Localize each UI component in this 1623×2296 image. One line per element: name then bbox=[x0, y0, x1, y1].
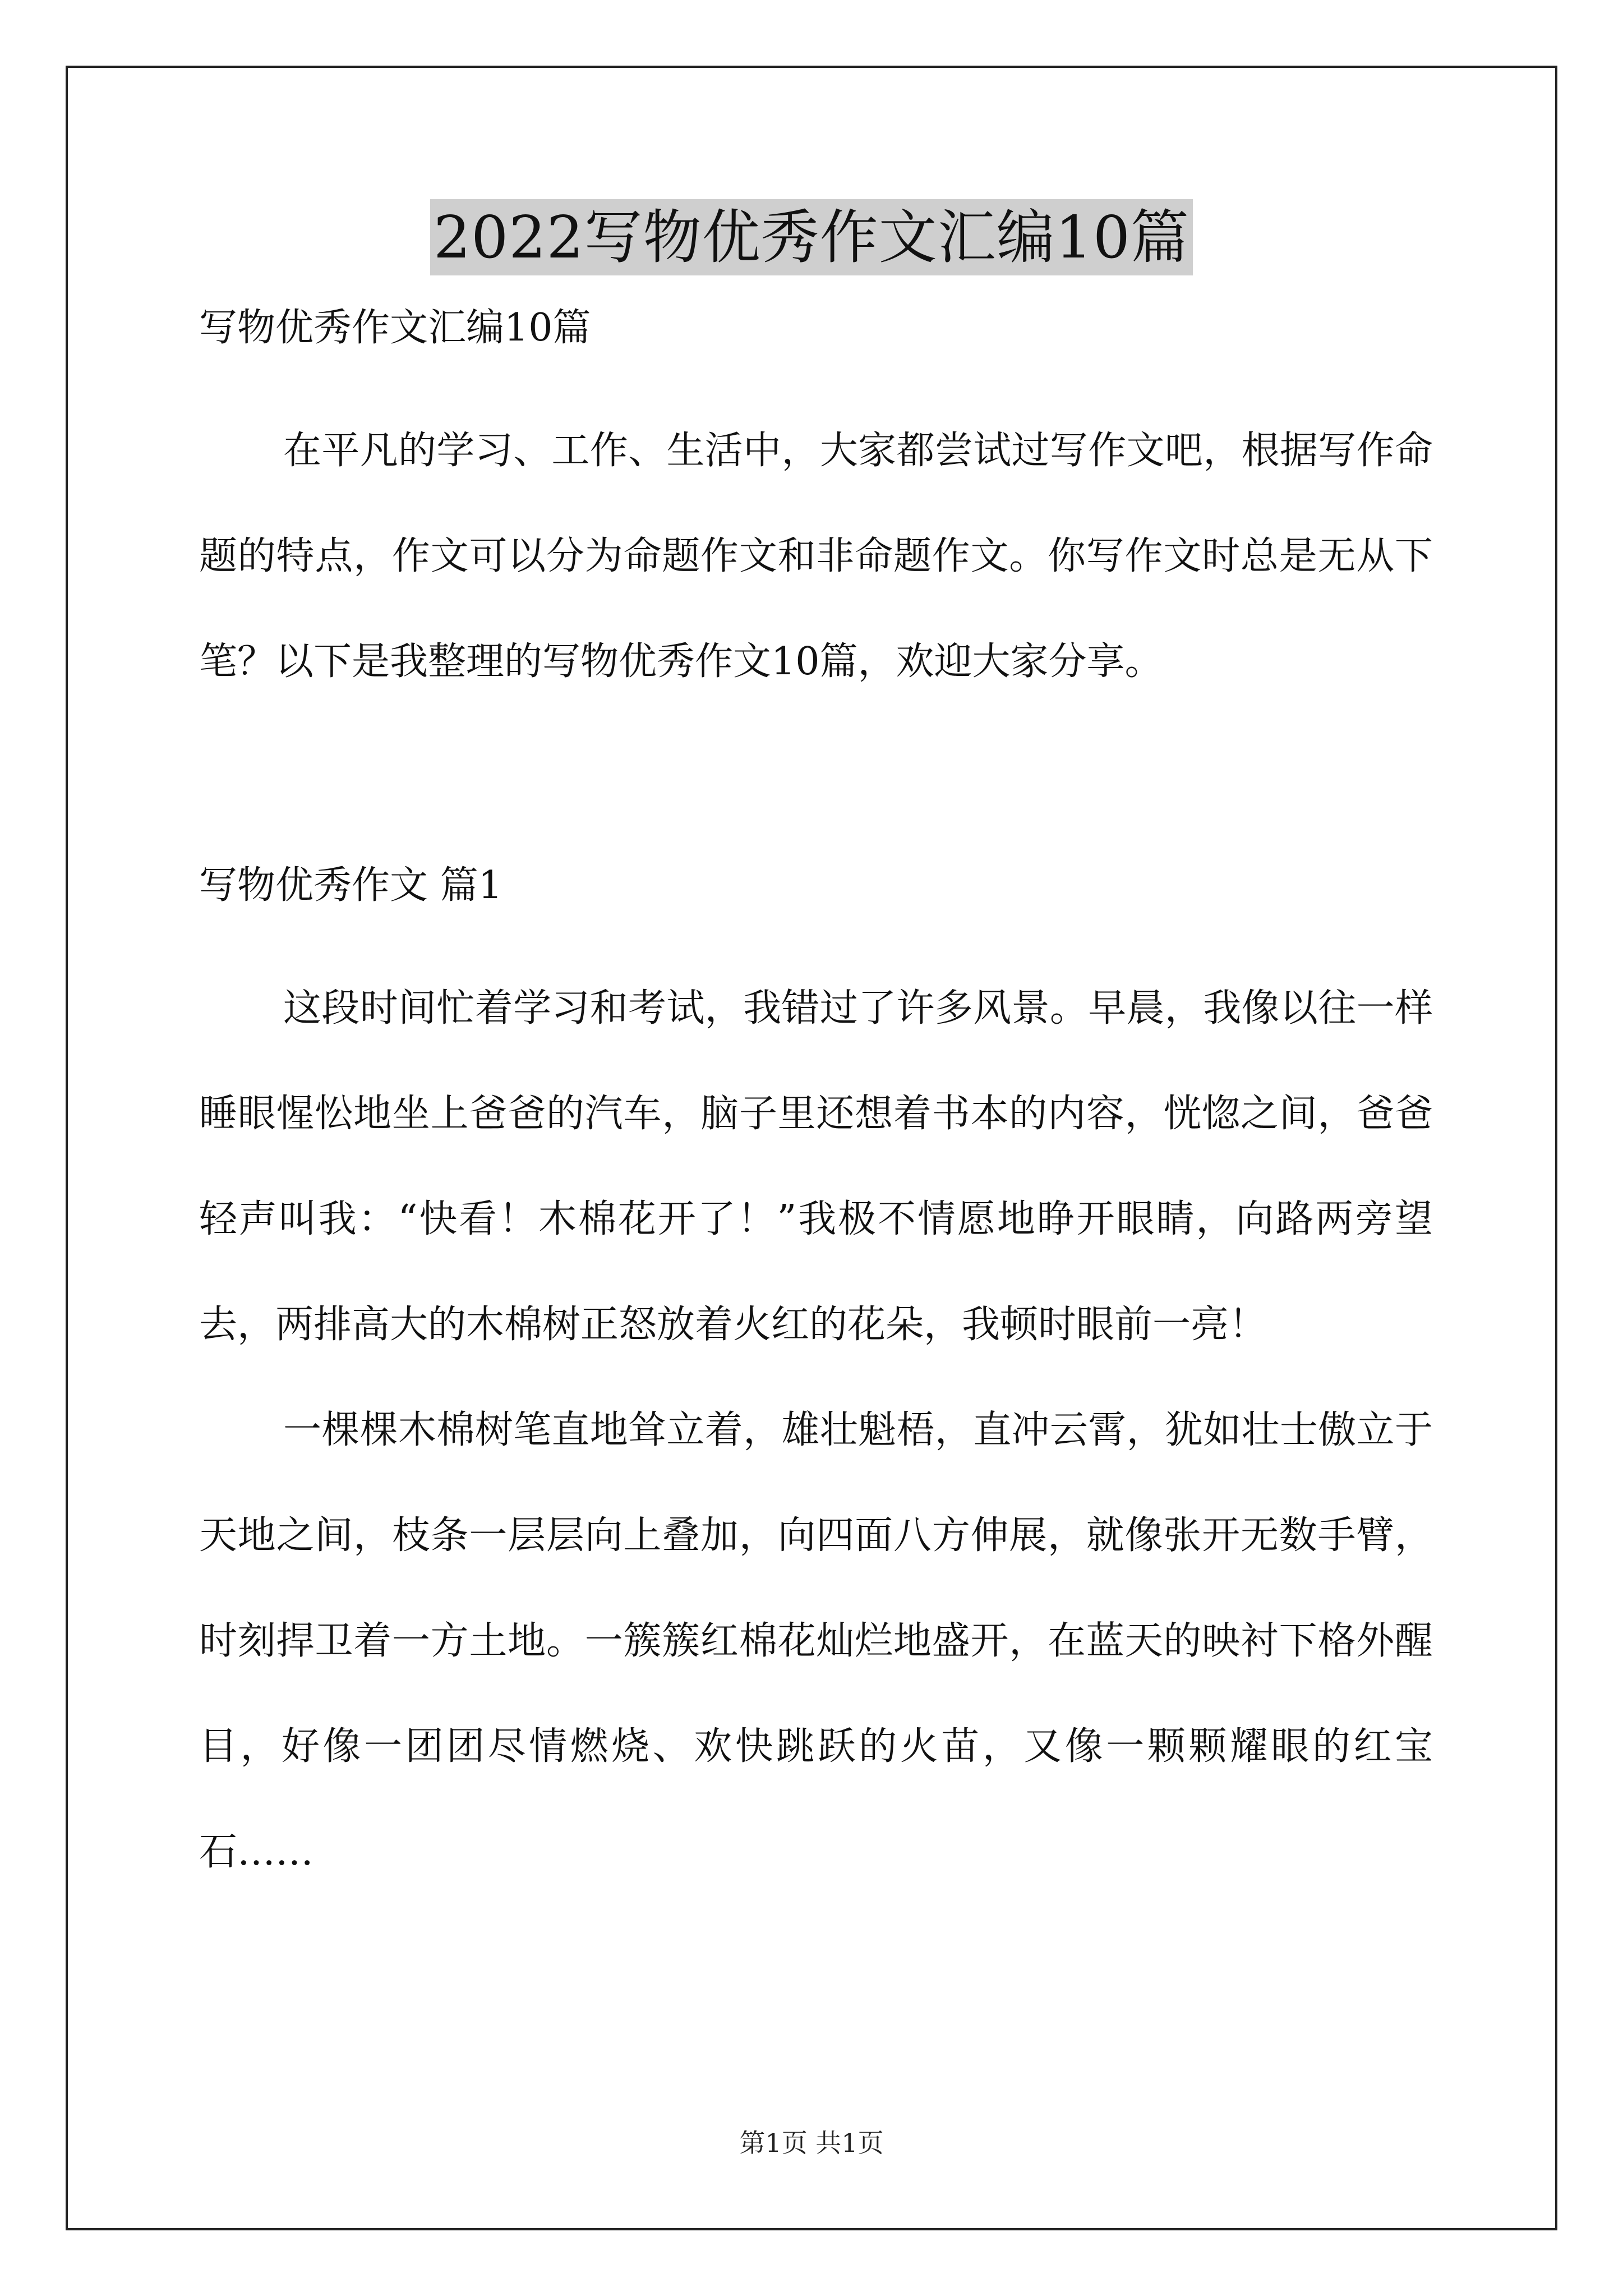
body-paragraph: 这段时间忙着学习和考试，我错过了许多风景。早晨，我像以往一样睡眼惺忪地坐上爸爸的汽车，脑子里还想着书本的内容，恍惚之间，爸爸轻声叫我：“快看！木棉花开了！”我极不情愿地睁开眼睛，向路两旁望去，两排高大的木棉树正怒放着火红的花朵，我顿时眼前一亮！ bbox=[199, 986, 1433, 1347]
document-subtitle: 写物优秀作文汇编10篇 bbox=[199, 306, 591, 350]
body-paragraph: 一棵棵木棉树笔直地耸立着，雄壮魁梧，直冲云霄，犹如壮士傲立于天地之间，枝条一层层向上叠加，向四面八方伸展，就像张开无数手臂，时刻捍卫着一方土地。一簇簇红棉花灿烂地盛开，在蓝天的映衬下格外醒目，好像一团团尽情燃烧、欢快跳跃的火苗，又像一颗颗耀眼的红宝石…… bbox=[199, 1408, 1433, 1874]
title-container bbox=[0, 199, 1623, 275]
intro-paragraph: 在平凡的学习、工作、生活中，大家都尝试过写作文吧，根据写作命题的特点，作文可以分为命题作文和非命题作文。你写作文时总是无从下笔？以下是我整理的写物优秀作文10篇，欢迎大家分享。 bbox=[199, 429, 1433, 684]
page-footer: 第1页 共1页 bbox=[739, 2128, 884, 2158]
section-heading: 写物优秀作文 篇1 bbox=[199, 863, 502, 908]
document-body bbox=[199, 297, 1433, 1905]
document-title: 2022写物优秀作文汇编10篇 bbox=[430, 199, 1193, 275]
